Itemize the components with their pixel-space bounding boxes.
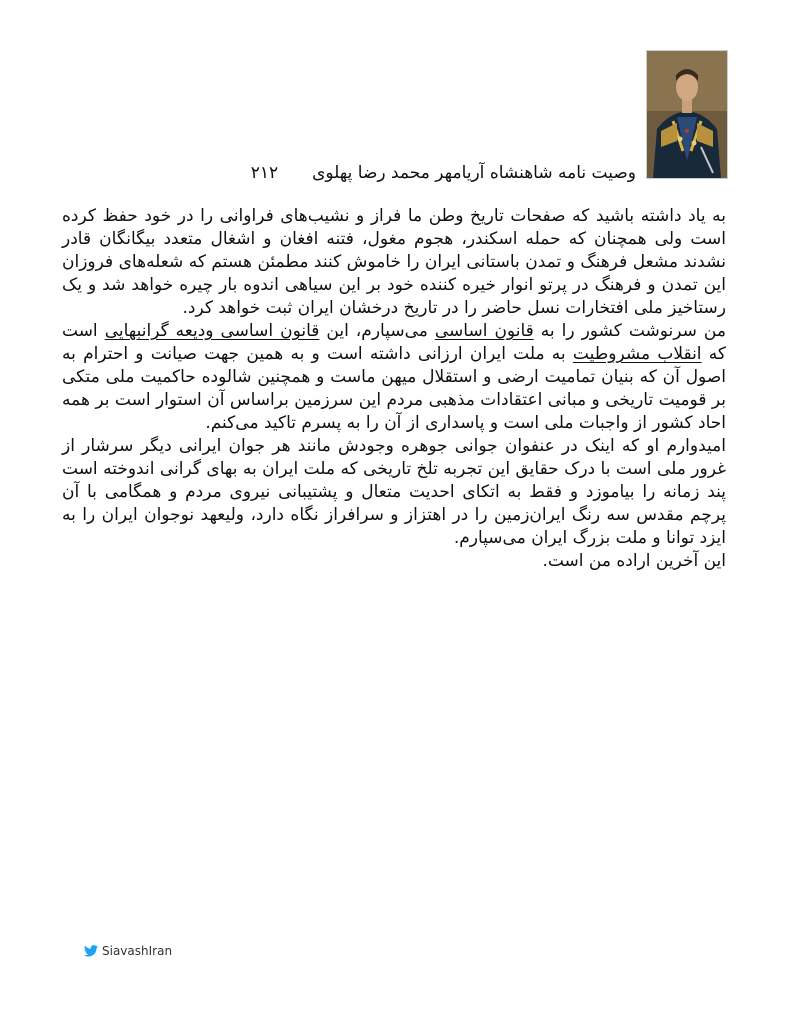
footer-handle-text: SiavashIran <box>102 944 173 958</box>
paragraph-1: به یاد داشته باشید که صفحات تاریخ وطن ما فراز و نشیب‌های فراوانی را در خود حفظ کرده است ولی همچنان که حمله اسکندر، هجوم مغول، فتنه افغان و اشغال متعدد بیگانگان قادر نشدند مشعل فرهنگ و تمدن باستانی ایران را خاموش کنند مطمئن هستم که شعله‌های فروزان این تمدن و فرهنگ در پرتو انوار خیره کننده خود بر این سیاهی اندوه بار چیره خواهد شد و یک رستاخیز ملی افتخارات نسل حاضر را در تاریخ درخشان ایران ثبت خواهد کرد. <box>62 206 726 318</box>
paragraph-2-text-2: می‌سپارم، این <box>319 321 435 341</box>
twitter-bird-icon <box>84 945 98 957</box>
closing-line: این آخرین اراده من است. <box>542 551 726 571</box>
page-number: ۲۱۲ <box>250 163 279 183</box>
constitution-treasure-phrase: قانون اساسی ودیعه گرانبهایی <box>104 321 320 341</box>
portrait-photo <box>646 50 728 179</box>
paragraph-3: امیدوارم او که اینک در عنفوان جوانی جوهره وجودش مانند هر جوان ایرانی دیگر سرشار از غرور ملی است با درک حقایق این تجربه تلخ تاریخی که ملت ایران به بهای گرانی اندوخته است پند زمانه را بیاموزد و فقط به اتکای احدیت متعال و پشتیبانی نیروی مردم و همگامی با آن پرچم مقدس سه رنگ ایران‌زمین را در اهتزاز و سرافراز نگاه دارد، ولیعهد نوجوان ایران را به ایزد توانا و ملت بزرگ ایران می‌سپارم. <box>62 436 726 548</box>
document-title: وصیت نامه شاهنشاه آریامهر محمد رضا پهلوی <box>312 163 636 183</box>
footer-watermark <box>84 944 172 958</box>
paragraph-2-text-3: است که <box>62 321 726 364</box>
constitutional-revolution-phrase: انقلاب مشروطیت <box>572 344 702 364</box>
paragraph-2-text-4: به ملت ایران ارزانی داشته است و به همین جهت صیانت و احترام به اصول آن که بنیان تمامیت ارضی و استقلال میهن ماست و همچنین شالوده حاکمیت ملی متکی بر قومیت تاریخی و مبانی اعتقادات مذهبی مردم این سرزمین براساس آن استوار است بر همه احاد کشور از واجبات ملی است و پاسداری از آن را به پسرم تاکید می‌کنم. <box>62 344 726 433</box>
paragraph-2-text-1: من سرنوشت کشور را به <box>533 321 726 341</box>
document-title-row <box>200 160 636 186</box>
constitution-phrase: قانون اساسی <box>434 321 534 341</box>
paragraph-2 <box>62 320 726 435</box>
document-body <box>62 205 726 573</box>
